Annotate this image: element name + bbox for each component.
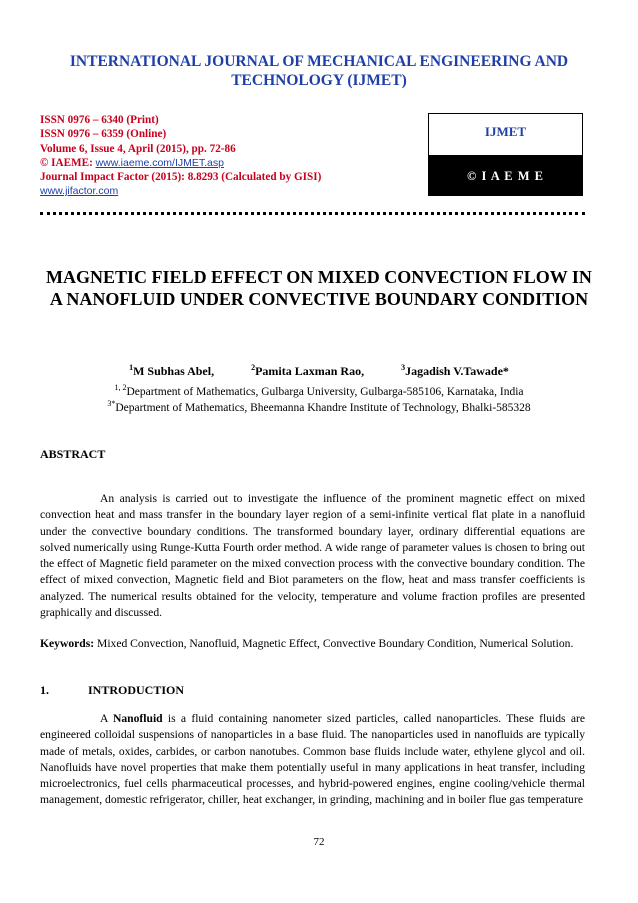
introduction-text: A Nanofluid is a fluid containing nanometer sized particles, called nanoparticles. These fluids are engineered colloidal suspensions of nanoparticles in a base fluid. The nanoparticles used in nanofluids are typically made of metals, oxides, carbides, or carbon nanotubes. Common base fluids include water, ethylene glycol and oil. Nanofluids have novel properties that make them potentially useful in many applications in heat transfer, including microelectronics, fuel cells pharmaceutical processes, and hybrid-powered engines, engine cooling/vehicle thermal management, domestic refrigerator, chiller, heat exchanger, in grinding, machining and in boiler flue gas temperature xyxy=(40,712,585,807)
impact-factor: Journal Impact Factor (2015): 8.8293 (Calculated by GISI) xyxy=(40,171,322,184)
affiliation-2: $^{3*}$Department of Mathematics, Bheemanna Khandre Institute of Technology, Bhalki-585328 xyxy=(107,399,531,414)
paper-title: MAGNETIC FIELD EFFECT ON MIXED CONVECTION FLOW IN A NANOFLUID UNDER CONVECTIVE BOUNDARY CONDITION xyxy=(46,267,592,309)
iaeme-prefix: © IAEME: xyxy=(40,156,96,169)
nanofluid-term: Nanofluid xyxy=(113,712,163,725)
volume-info: Volume 6, Issue 4, April (2015), pp. 72-86 xyxy=(40,142,236,155)
iaeme-link[interactable]: www.iaeme.com/IJMET.asp xyxy=(95,156,224,169)
journal-title: INTERNATIONAL JOURNAL OF MECHANICAL ENGINEERING AND TECHNOLOGY (IJMET) xyxy=(69,53,569,89)
author-3: $^3$Jagadish V.Tawade* xyxy=(401,363,509,378)
ijmet-logo: IJMET xyxy=(428,113,583,156)
dotted-divider xyxy=(40,212,585,215)
affiliation-1: $^{1, 2}$Department of Mathematics, Gulbarga University, Gulbarga-585106, Karnataka, India xyxy=(114,383,524,398)
abstract-text: An analysis is carried out to investigate the influence of the prominent magnetic effect on mixed convection heat and mass transfer in the boundary layer region of a semi-infinite vertical flat plate in a nanofluid under the convective boundary conditions. The transformed boundary layer, ordinary differential equations are solved numerically using Runge-Kutta Fourth order method. A wide range of parameter values is chosen to bring out the effect of Magnetic field parameter on the mixed convection process with the convective boundary condition. The effect of mixed convection, Magnetic field and Biot parameters on the flow, heat and mass transfer coefficients is analyzed. The numerical results obtained for the velocity, temperature and volume fraction profiles are presented graphically and discussed. xyxy=(40,492,585,620)
issn-print: ISSN 0976 – 6340 (Print) xyxy=(40,114,159,126)
keywords xyxy=(40,636,585,652)
keywords-text: Mixed Convection, Nanofluid, Magnetic Effect, Convective Boundary Condition, Numerical Solution. xyxy=(94,637,574,650)
author-2: $^2$Pamita Laxman Rao, xyxy=(251,363,365,378)
issn-online: ISSN 0976 – 6359 (Online) xyxy=(40,128,167,141)
jifactor-link[interactable]: www.jifactor.com xyxy=(40,185,119,198)
introduction-heading: 1. INTRODUCTION xyxy=(40,683,185,697)
iaeme-line xyxy=(40,156,400,170)
author-list xyxy=(40,364,598,379)
journal-metadata xyxy=(40,113,400,199)
page-number: 72 xyxy=(313,836,325,848)
keywords-label: Keywords: xyxy=(40,637,95,650)
iaeme-logo: © I A E M E xyxy=(428,156,583,196)
author-1: $^1$M Subhas Abel, xyxy=(129,363,215,378)
abstract-heading: ABSTRACT xyxy=(40,447,106,461)
